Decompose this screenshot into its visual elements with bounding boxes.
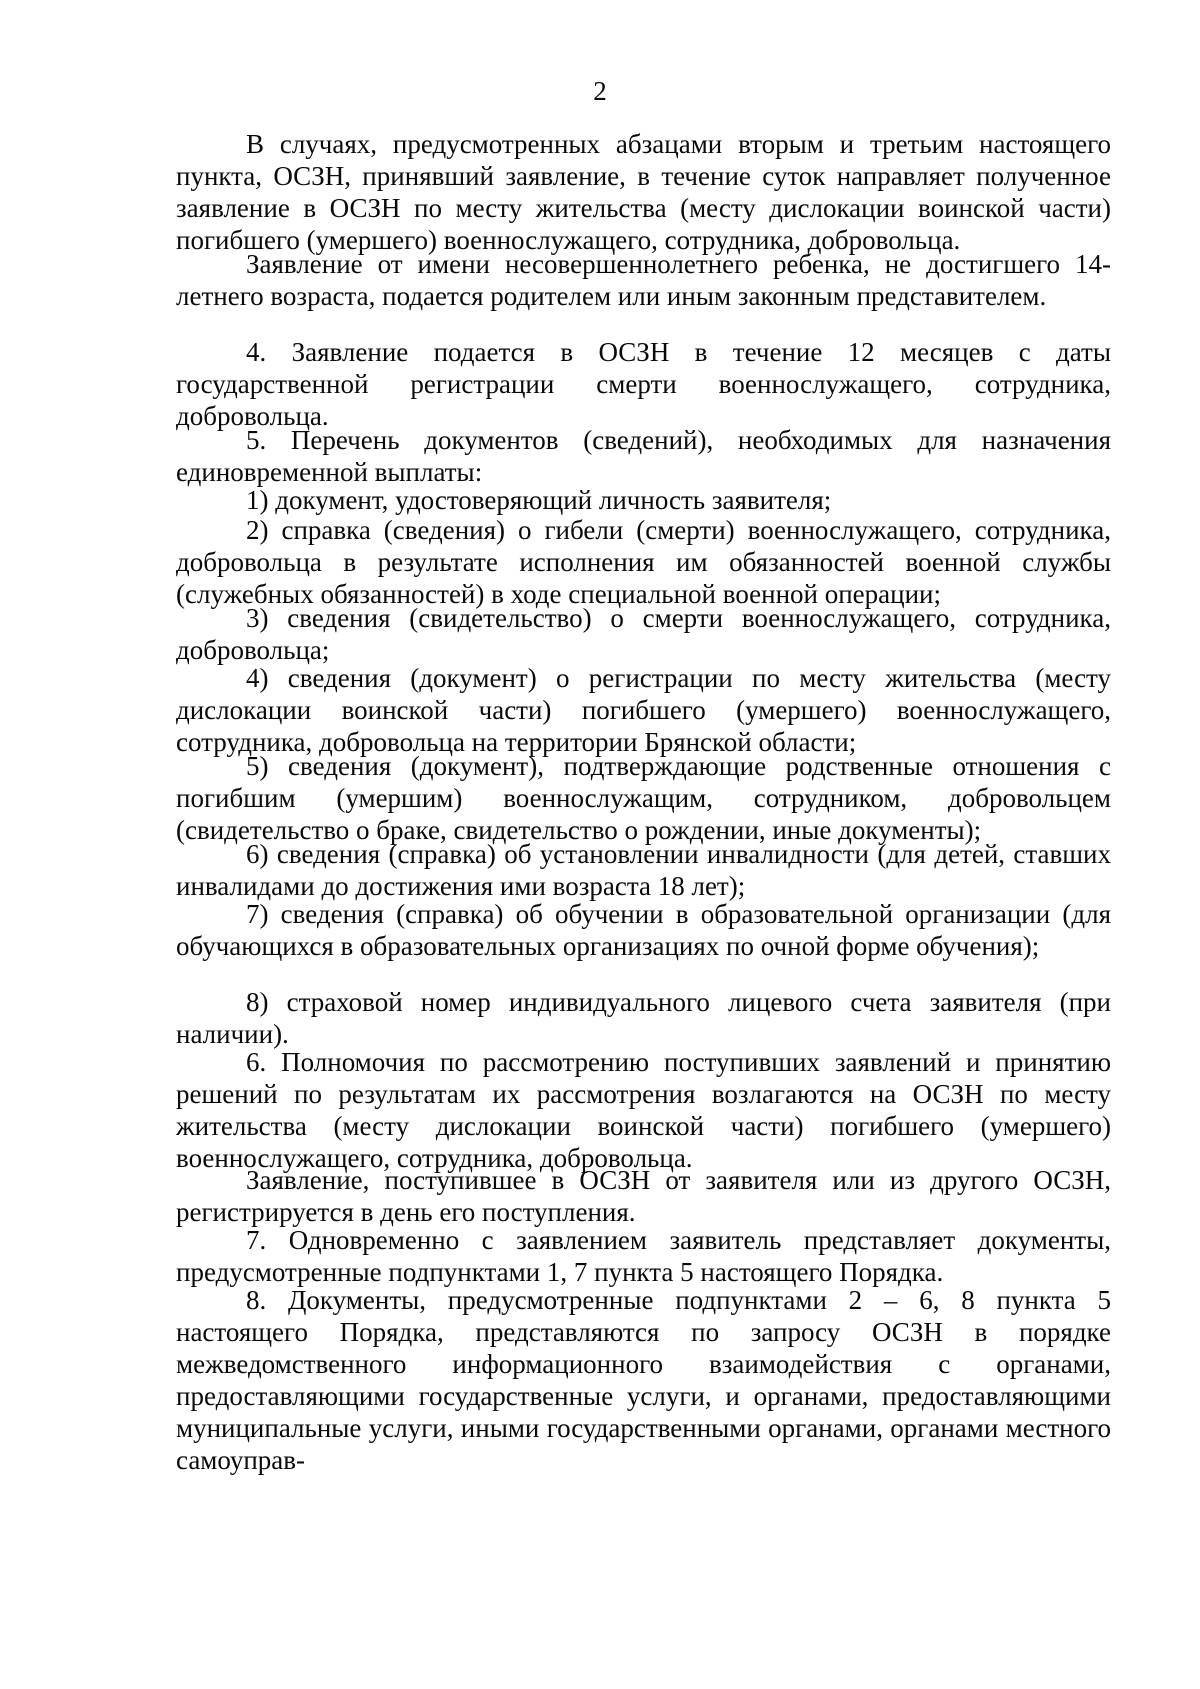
paragraph-item-5: 5. Перечень документов (сведений), необходимых для назначения единовременной выплаты: <box>176 425 1111 487</box>
list-item-5-2: 2) справка (сведения) о гибели (смерти) военнослужащего, сотрудника, добровольца в результате исполнения им обязанностей военной службы (служебных обязанностей) в ходе специальной военной операции; <box>176 515 1111 609</box>
list-item-5-1: 1) документ, удостоверяющий личность заявителя; <box>246 485 832 515</box>
paragraph-registration: Заявление, поступившее в ОСЗН от заявителя или из другого ОСЗН, регистрируется в день его поступления. <box>176 1165 1111 1227</box>
list-item-5-7: 7) сведения (справка) об обучении в образовательной организации (для обучающихся в образовательных организациях по очной форме обучения); <box>176 899 1111 961</box>
list-item-5-4: 4) сведения (документ) о регистрации по месту жительства (месту дислокации воинской части) погибшего (умершего) военнослужащего, сотрудника, добровольца на территории Брянской области; <box>176 663 1111 757</box>
paragraph-item-4: 4. Заявление подается в ОСЗН в течение 12 месяцев с даты государственной регистрации смерти военнослужащего, сотрудника, добровольца. <box>176 337 1111 431</box>
list-item-5-6: 6) сведения (справка) об установлении инвалидности (для детей, ставших инвалидами до достижения ими возраста 18 лет); <box>176 839 1111 901</box>
paragraph-item-7: 7. Одновременно с заявлением заявитель представляет документы, предусмотренные подпунктами 1, 7 пункта 5 настоящего Порядка. <box>176 1225 1111 1287</box>
page-number: 2 <box>593 76 607 106</box>
paragraph-item-8: 8. Документы, предусмотренные подпунктами 2 – 6, 8 пункта 5 настоящего Порядка, представляются по запросу ОСЗН в порядке межведомственного информационного взаимодействия с органами, предоставляющими государственные услуги, и органами, предоставляющими муниципальные услуги, иными государственными органами, органами местного самоуправ- <box>176 1285 1111 1475</box>
paragraph-minor-applicant: Заявление от имени несовершеннолетнего ребенка, не достигшего 14-летнего возраста, подается родителем или иным законным представителем. <box>176 249 1111 311</box>
paragraph-forwarding-cases: В случаях, предусмотренных абзацами вторым и третьим настоящего пункта, ОСЗН, принявший заявление, в течение суток направляет полученное заявление в ОСЗН по месту жительства (месту дислокации воинской части) погибшего (умершего) военнослужащего, сотрудника, добровольца. <box>176 129 1111 255</box>
list-item-5-5: 5) сведения (документ), подтверждающие родственные отношения с погибшим (умершим) военнослужащим, сотрудником, добровольцем (свидетельство о браке, свидетельство о рождении, иные документы); <box>176 751 1111 845</box>
paragraph-item-6: 6. Полномочия по рассмотрению поступивших заявлений и принятию решений по результатам их рассмотрения возлагаются на ОСЗН по месту жительства (месту дислокации воинской части) погибшего (умершего) военнослужащего, сотрудника, добровольца. <box>176 1047 1111 1173</box>
list-item-5-8: 8) страховой номер индивидуального лицевого счета заявителя (при наличии). <box>176 987 1111 1049</box>
list-item-5-3: 3) сведения (свидетельство) о смерти военнослужащего, сотрудника, добровольца; <box>176 603 1111 665</box>
